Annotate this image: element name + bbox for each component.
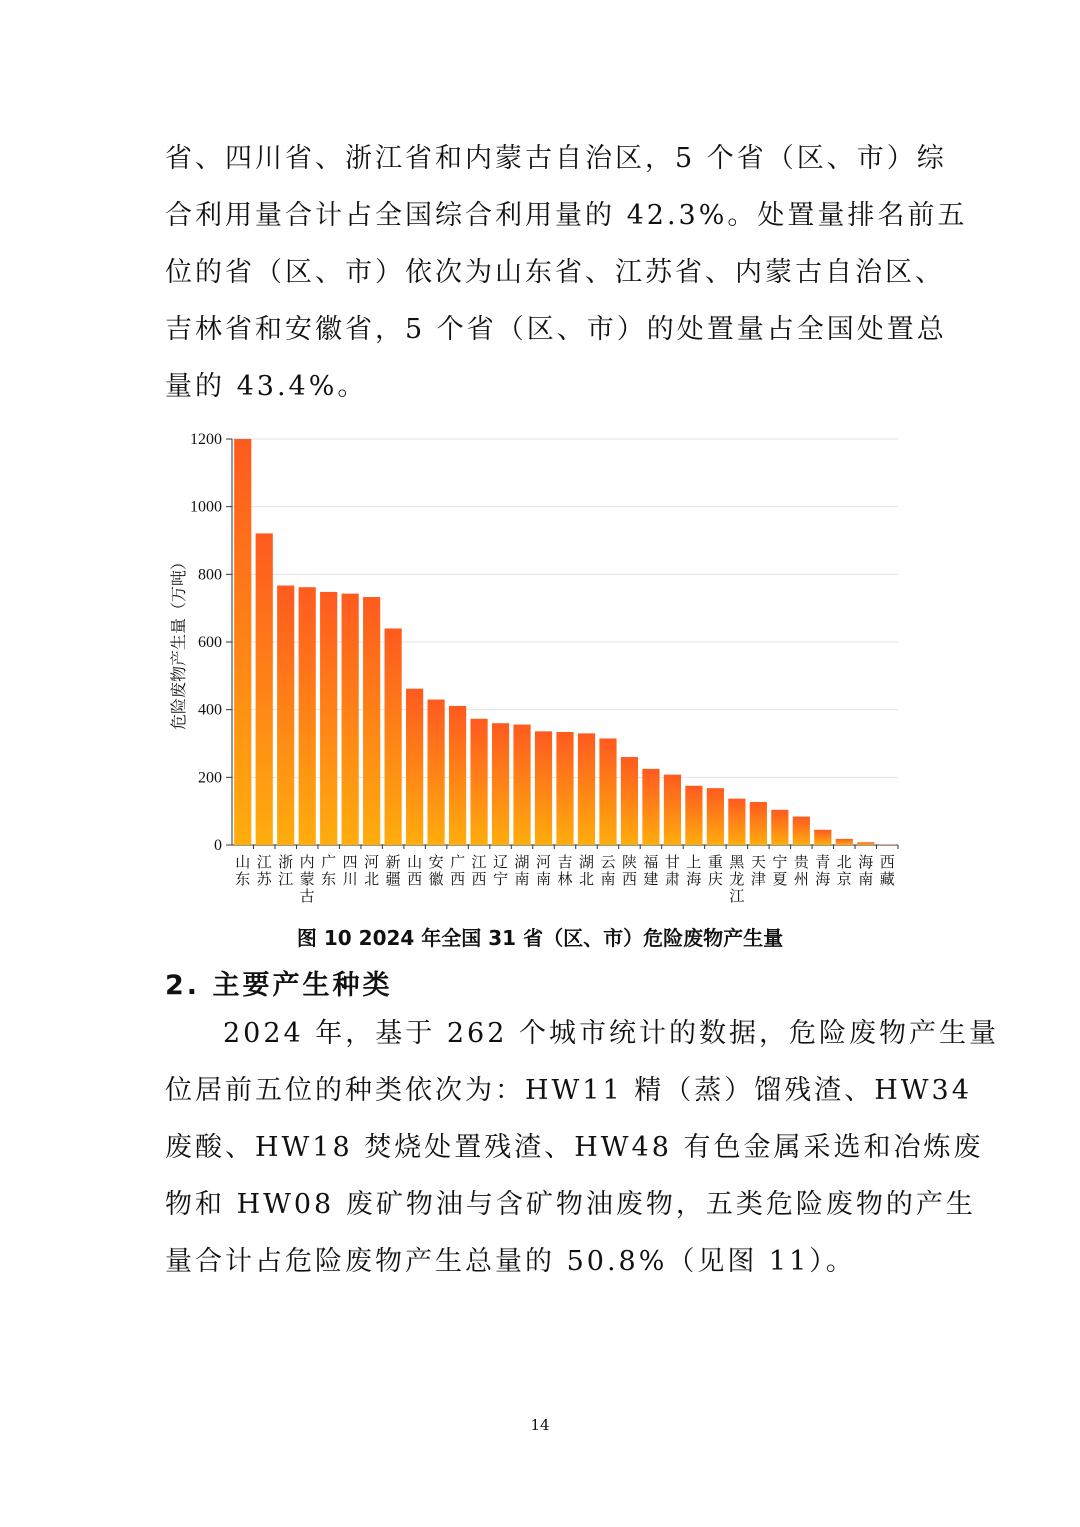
bar-10: [428, 700, 445, 845]
x-tick-label-char: 建: [643, 870, 659, 888]
x-tick-label-char: 宁: [493, 870, 509, 888]
bar-7: [363, 597, 380, 845]
x-tick-label-char: 湖: [578, 853, 594, 871]
x-tick-label: [407, 853, 422, 888]
x-tick-label-char: 宁: [772, 853, 788, 871]
x-tick-label-char: 青: [815, 853, 831, 871]
x-tick-label-char: 南: [858, 870, 874, 888]
x-tick-label-char: 山: [407, 853, 423, 871]
x-tick-label-char: 北: [364, 870, 380, 888]
bar-8: [385, 628, 402, 845]
bar-24: [728, 799, 745, 845]
x-tick-label-char: 南: [514, 870, 530, 888]
bar-chart-svg: [160, 420, 920, 910]
x-tick-label-char: 津: [750, 870, 766, 888]
bar-22: [685, 786, 702, 845]
x-tick-label-char: 海: [858, 853, 874, 871]
y-tick-label: 400: [198, 701, 222, 719]
x-tick-label: [579, 853, 594, 888]
x-tick-label-char: 浙: [278, 853, 294, 871]
bar-20: [642, 769, 659, 845]
x-tick-label-char: 西: [621, 870, 637, 888]
x-tick-label-char: 广: [450, 853, 466, 871]
bar-1: [234, 439, 251, 845]
bar-21: [664, 775, 681, 845]
x-tick-label-char: 龙: [729, 870, 745, 888]
x-tick-label-char: 南: [536, 870, 552, 888]
x-tick-label-char: 南: [600, 870, 616, 888]
y-tick-label: 200: [198, 769, 222, 787]
x-tick-label: [386, 853, 401, 888]
x-tick-label-char: 福: [643, 853, 659, 871]
x-tick-label: [364, 853, 379, 888]
bar-30: [857, 842, 874, 845]
bar-15: [535, 731, 552, 845]
x-tick-label: [493, 853, 508, 888]
x-tick-label: [321, 853, 336, 888]
x-tick-label: [278, 853, 293, 888]
x-tick-label-char: 川: [342, 870, 358, 888]
x-tick-label-char: 江: [278, 870, 294, 888]
x-tick-label: [557, 853, 572, 888]
x-tick-label: [708, 853, 723, 888]
x-tick-label-char: 山: [235, 853, 251, 871]
x-tick-label-char: 黑: [729, 853, 745, 871]
bar-29: [836, 839, 853, 845]
x-tick-label-char: 西: [407, 870, 423, 888]
x-tick-label-char: 重: [707, 853, 723, 871]
paragraph-line: 位居前五位的种类依次为：HW11 精（蒸）馏残渣、HW34: [165, 1075, 972, 1106]
x-tick-label-char: 安: [428, 853, 444, 871]
x-tick-label-char: 州: [793, 870, 809, 888]
bar-18: [599, 738, 616, 845]
y-tick-label: 1000: [190, 498, 222, 516]
x-tick-label: [622, 853, 637, 888]
bar-9: [406, 689, 423, 845]
x-tick-label-char: 海: [815, 870, 831, 888]
y-tick-label: 0: [214, 837, 222, 854]
x-tick-label-char: 北: [578, 870, 594, 888]
x-tick-label: [343, 853, 358, 888]
x-tick-label-char: 疆: [385, 870, 401, 888]
x-tick-label-char: 陕: [621, 853, 637, 871]
x-tick-label-char: 西: [879, 853, 895, 871]
x-tick-label-char: 上: [686, 853, 702, 871]
x-tick-label-char: 甘: [664, 853, 680, 871]
bar-12: [470, 719, 487, 845]
x-tick-label: [686, 853, 701, 888]
paragraph-line: 合利用量合计占全国综合利用量的 42.3%。处置量排名前五: [165, 200, 968, 231]
paragraph-line: 量合计占危险废物产生总量的 50.8%（见图 11）。: [165, 1246, 856, 1277]
x-tick-label: [515, 853, 530, 888]
bar-19: [621, 757, 638, 845]
paragraph-disposal-summary: [165, 130, 968, 415]
x-tick-label-char: 苏: [256, 870, 272, 888]
x-tick-label-char: 徽: [428, 870, 444, 888]
bar-13: [492, 723, 509, 845]
x-tick-label-char: 古: [299, 887, 315, 905]
bar-4: [299, 587, 316, 845]
x-tick-label: [472, 853, 487, 888]
x-tick-label: [772, 853, 787, 888]
x-tick-label-char: 东: [321, 870, 337, 888]
x-tick-label-char: 江: [256, 853, 272, 871]
x-tick-label-char: 蒙: [299, 870, 315, 888]
x-tick-label: [450, 853, 465, 888]
bar-11: [449, 706, 466, 845]
x-tick-label: [665, 853, 680, 888]
bar-2: [256, 533, 273, 845]
x-tick-label: [600, 853, 615, 888]
x-tick-label-char: 天: [750, 853, 766, 871]
bar-16: [556, 732, 573, 845]
figure-caption: 图 10 2024 年全国 31 省（区、市）危险废物产生量: [296, 926, 784, 950]
bar-17: [578, 733, 595, 845]
x-tick-label-char: 西: [471, 870, 487, 888]
paragraph-line: 废酸、HW18 焚烧处置残渣、HW48 有色金属采选和冶炼废: [165, 1132, 984, 1163]
x-tick-label: [429, 853, 444, 888]
x-tick-label-char: 四: [342, 853, 358, 871]
x-tick-label-char: 藏: [879, 870, 895, 888]
bar-25: [750, 802, 767, 845]
x-tick-label-char: 西: [450, 870, 466, 888]
x-tick-label-char: 内: [299, 853, 315, 871]
x-tick-label-char: 吉: [557, 853, 573, 871]
x-tick-label-char: 肃: [664, 870, 680, 888]
paragraph-line: 省、四川省、浙江省和内蒙古自治区，5 个省（区、市）综: [165, 143, 947, 174]
x-tick-label-char: 江: [471, 853, 487, 871]
paragraph-line: 量的 43.4%。: [165, 371, 368, 402]
x-tick-label-char: 京: [836, 870, 852, 888]
paragraph-line: 物和 HW08 废矿物油与含矿物油废物，五类危险废物的产生: [165, 1189, 976, 1220]
paragraph-line: 2024 年，基于 262 个城市统计的数据，危险废物产生量: [223, 1018, 999, 1049]
x-tick-label: [257, 853, 273, 888]
x-tick-label-char: 贵: [793, 853, 809, 871]
bar-23: [707, 788, 724, 845]
x-tick-label: [880, 853, 895, 888]
x-tick-label: [837, 853, 852, 888]
x-tick-label-char: 辽: [493, 853, 509, 871]
bar-27: [793, 817, 810, 845]
x-tick-label-char: 林: [557, 870, 573, 888]
bar-26: [771, 810, 788, 845]
x-tick-label-char: 湖: [514, 853, 530, 871]
x-tick-label: [536, 853, 551, 888]
x-tick-label-char: 江: [729, 887, 745, 905]
page-number: 14: [530, 1416, 550, 1434]
x-tick-label: [643, 853, 658, 888]
x-tick-label: [300, 853, 315, 905]
x-tick-label-char: 北: [836, 853, 852, 871]
bar-14: [513, 725, 530, 845]
x-tick-label: [794, 853, 810, 888]
paragraph-line: 吉林省和安徽省，5 个省（区、市）的处置量占全国处置总: [165, 314, 947, 345]
paragraph-line: 位的省（区、市）依次为山东省、江苏省、内蒙古自治区、: [165, 257, 945, 288]
x-tick-label: [815, 853, 830, 888]
x-tick-label-char: 河: [536, 853, 552, 871]
paragraph-waste-types: [165, 1005, 999, 1290]
x-tick-label: [751, 853, 766, 888]
bar-5: [320, 592, 337, 845]
x-tick-label-char: 广: [321, 853, 337, 871]
y-tick-label: 600: [198, 634, 222, 651]
x-tick-label-char: 庆: [707, 870, 723, 888]
bar-6: [342, 594, 359, 845]
section-heading: 2. 主要产生种类: [165, 970, 393, 1001]
bar-chart: [160, 420, 920, 910]
x-tick-label-char: 海: [686, 870, 702, 888]
x-tick-label-char: 夏: [772, 870, 788, 888]
y-tick-label: 800: [198, 566, 222, 584]
bar-28: [814, 830, 831, 845]
x-tick-label-char: 云: [600, 853, 616, 871]
x-tick-label: [235, 853, 250, 888]
y-axis-title: 危险废物产生量（万吨）: [171, 553, 188, 731]
bar-3: [277, 585, 294, 845]
y-tick-label: 1200: [190, 431, 222, 448]
x-tick-label: [858, 853, 873, 888]
x-tick-label-char: 新: [385, 853, 401, 871]
x-tick-label-char: 河: [364, 853, 380, 871]
x-tick-label: [729, 853, 745, 905]
x-tick-label-char: 东: [235, 870, 251, 888]
